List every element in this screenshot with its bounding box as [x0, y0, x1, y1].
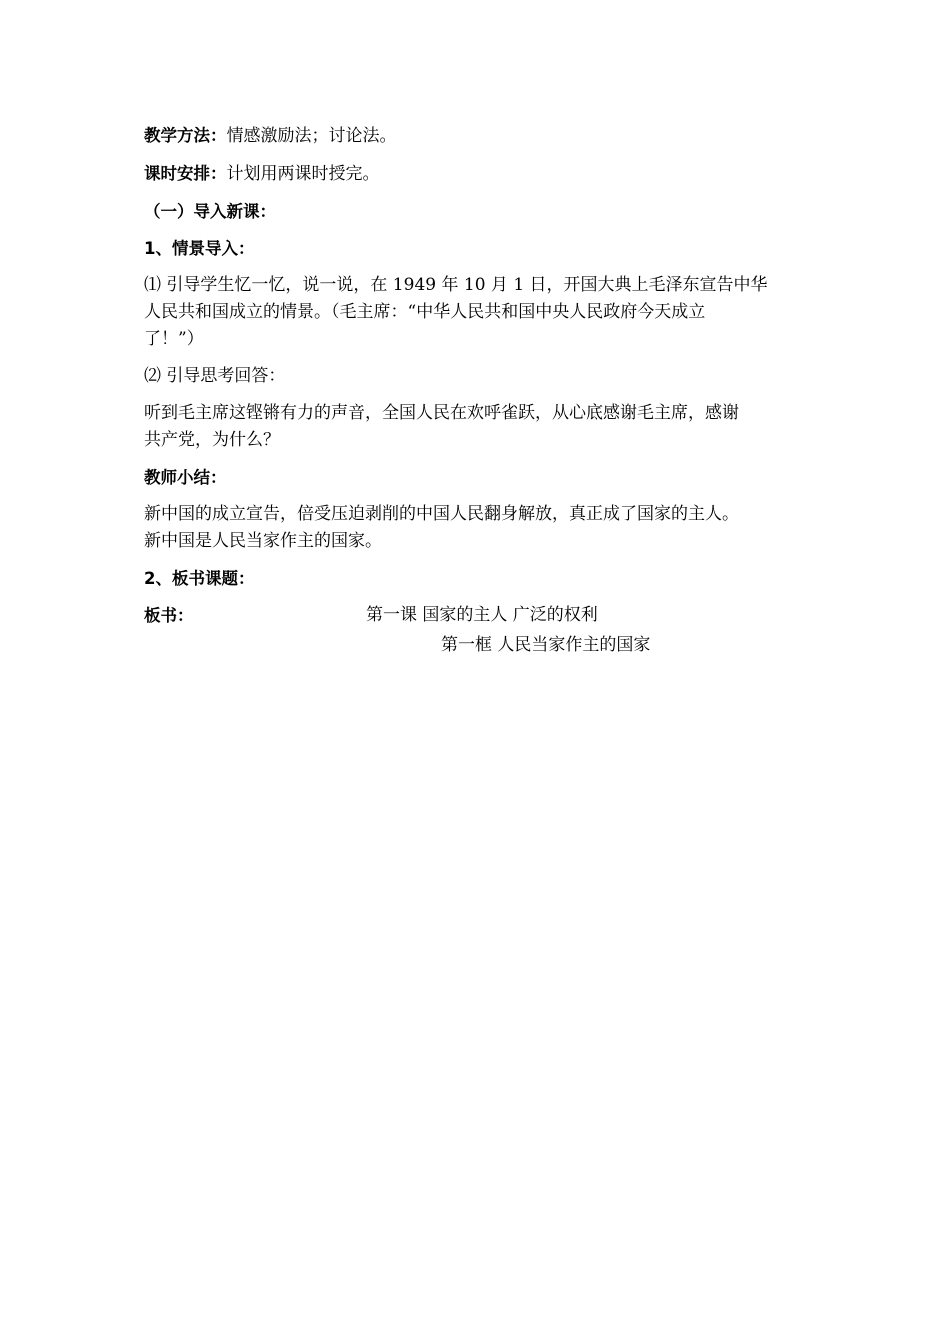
step1-item1-line1: ⑴ 引导学生忆一忆，说一说，在 1949 年 10 月 1 日，开国大典上毛泽东宣告中华	[144, 275, 768, 295]
schedule-line	[144, 160, 814, 188]
summary-heading: 教师小结：	[144, 468, 227, 487]
summary-text	[144, 501, 814, 555]
document-body	[144, 122, 814, 662]
step1-item1-line2: 人民共和国成立的情景。（毛主席：“中华人民共和国中央人民政府今天成立	[144, 302, 706, 322]
step1-item2: ⑵ 引导思考回答：	[144, 366, 286, 386]
step1-item1-line3: 了！”）	[144, 329, 204, 349]
board-title-row	[144, 602, 814, 632]
step1-question	[144, 400, 814, 454]
section-intro-heading: （一）导入新课：	[144, 202, 276, 221]
board-label: 板书：	[144, 606, 194, 625]
board-subtitle-row	[144, 632, 814, 662]
teaching-method-line	[144, 122, 814, 150]
summary-line2: 新中国是人民当家作主的国家。	[144, 531, 382, 551]
step1-item1	[144, 272, 814, 353]
teaching-method-label: 教学方法：	[144, 126, 227, 145]
schedule-text: 计划用两课时授完。	[226, 164, 380, 184]
summary-line1: 新中国的成立宣告，倍受压迫剥削的中国人民翻身解放，真正成了国家的主人。	[144, 504, 739, 524]
step1-heading: 1、情景导入：	[144, 239, 255, 258]
schedule-label: 课时安排：	[144, 164, 227, 183]
board-subtitle: 第一框 人民当家作主的国家	[441, 635, 651, 655]
teaching-method-text: 情感激励法；讨论法。	[226, 126, 397, 146]
step1-question-line2: 共产党，为什么？	[144, 430, 280, 450]
board-title: 第一课 国家的主人 广泛的权利	[366, 605, 598, 625]
step2-heading: 2、板书课题：	[144, 569, 255, 588]
step1-question-line1: 听到毛主席这铿锵有力的声音，全国人民在欢呼雀跃，从心底感谢毛主席，感谢	[144, 403, 739, 423]
